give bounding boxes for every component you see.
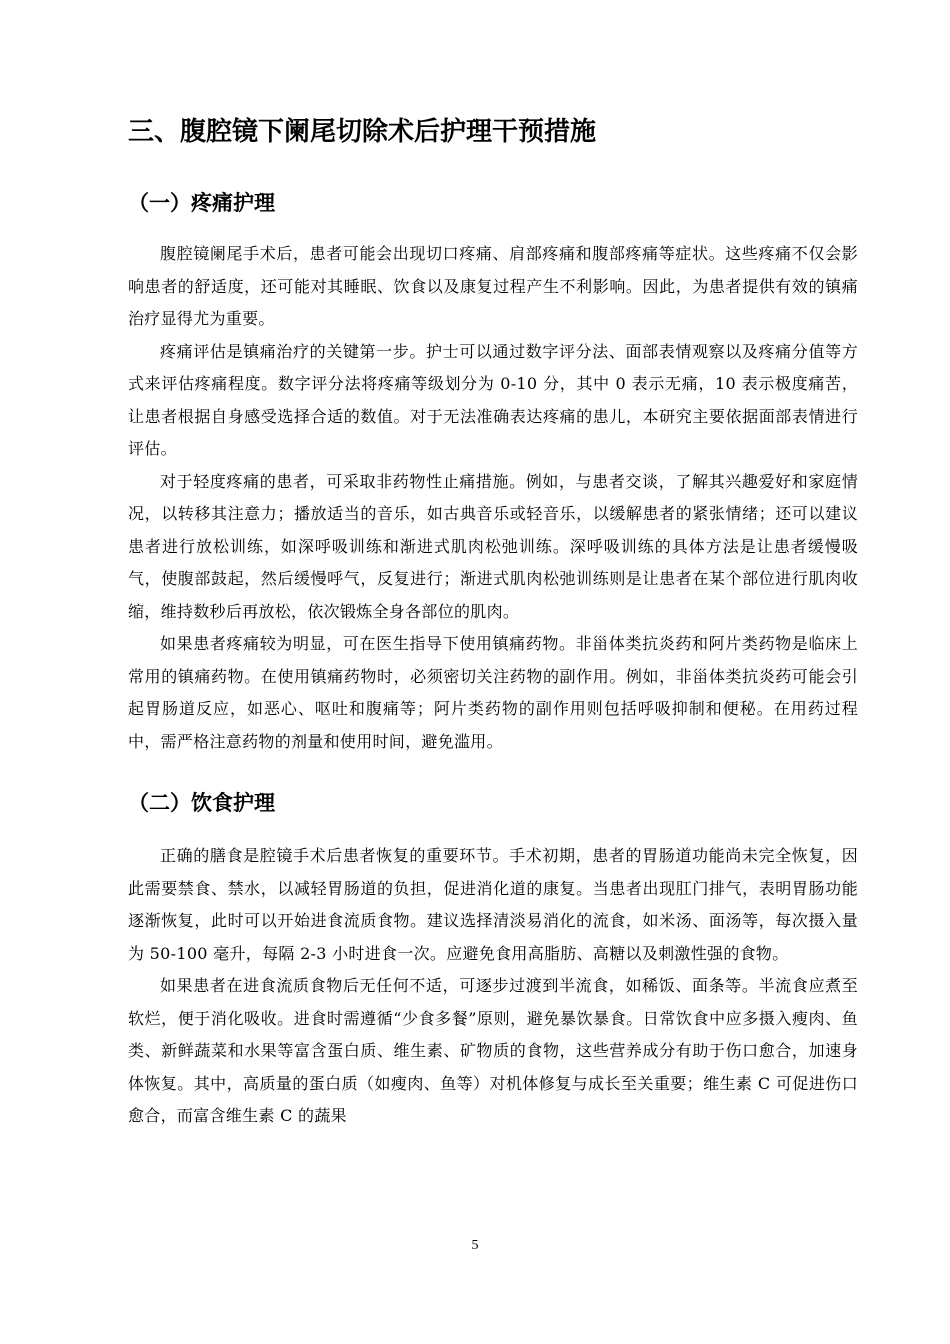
section-diet-care xyxy=(128,788,858,1133)
document-page xyxy=(128,100,858,1133)
paragraph: 腹腔镜阑尾手术后，患者可能会出现切口疼痛、肩部疼痛和腹部疼痛等症状。这些疼痛不仅会影响患者的舒适度，还可能对其睡眠、饮食以及康复过程产生不利影响。因此，为患者提供有效的镇痛治疗显得尤为重要。 xyxy=(128,244,858,328)
chapter-title: 三、腹腔镜下阑尾切除术后护理干预措施 xyxy=(128,117,597,147)
section-heading: （二）饮食护理 xyxy=(128,791,275,815)
paragraph: 如果患者在进食流质食物后无任何不适，可逐步过渡到半流食，如稀饭、面条等。半流食应煮至软烂，便于消化吸收。进食时需遵循“少食多餐”原则，避免暴饮暴食。日常饮食中应多摄入瘦肉、鱼类、新鲜蔬菜和水果等富含蛋白质、维生素、矿物质的食物，这些营养成分有助于伤口愈合，加速身体恢复。其中，高质量的蛋白质（如瘦肉、鱼等）对机体修复与成长至关重要；维生素 C 可促进伤口愈合，而富含维生素 C 的蔬果 xyxy=(128,976,858,1125)
paragraph: 如果患者疼痛较为明显，可在医生指导下使用镇痛药物。非甾体类抗炎药和阿片类药物是临床上常用的镇痛药物。在使用镇痛药物时，必须密切关注药物的副作用。例如，非甾体类抗炎药可能会引起胃肠道反应，如恶心、呕吐和腹痛等；阿片类药物的副作用则包括呼吸抑制和便秘。在用药过程中，需严格注意药物的剂量和使用时间，避免滥用。 xyxy=(128,634,858,751)
paragraph: 对于轻度疼痛的患者，可采取非药物性止痛措施。例如，与患者交谈，了解其兴趣爱好和家庭情况，以转移其注意力；播放适当的音乐，如古典音乐或轻音乐，以缓解患者的紧张情绪；还可以建议患者进行放松训练，如深呼吸训练和渐进式肌肉松弛训练。深呼吸训练的具体方法是让患者缓慢吸气，使腹部鼓起，然后缓慢呼气，反复进行；渐进式肌肉松弛训练则是让患者在某个部位进行肌肉收缩，维持数秒后再放松，依次锻炼全身各部位的肌肉。 xyxy=(128,471,858,621)
section-heading: （一）疼痛护理 xyxy=(128,191,275,215)
paragraph: 正确的膳食是腔镜手术后患者恢复的重要环节。手术初期，患者的胃肠道功能尚未完全恢复，因此需要禁食、禁水，以减轻胃肠道的负担，促进消化道的康复。当患者出现肛门排气，表明胃肠功能逐渐恢复，此时可以开始进食流质食物。建议选择清淡易消化的流食，如米汤、面汤等，每次摄入量为 50-100 毫升，每隔 2-3 小时进食一次。应避免食用高脂肪、高糖以及刺激性强的食物。 xyxy=(128,846,858,963)
paragraph: 疼痛评估是镇痛治疗的关键第一步。护士可以通过数字评分法、面部表情观察以及疼痛分值等方式来评估疼痛程度。数字评分法将疼痛等级划分为 0-10 分，其中 0 表示无痛，10 表示极度痛苦，让患者根据自身感受选择合适的数值。对于无法准确表达疼痛的患儿，本研究主要依据面部表情进行评估。 xyxy=(128,341,858,458)
page-number: 5 xyxy=(471,1238,479,1253)
section-pain-care xyxy=(128,188,858,758)
